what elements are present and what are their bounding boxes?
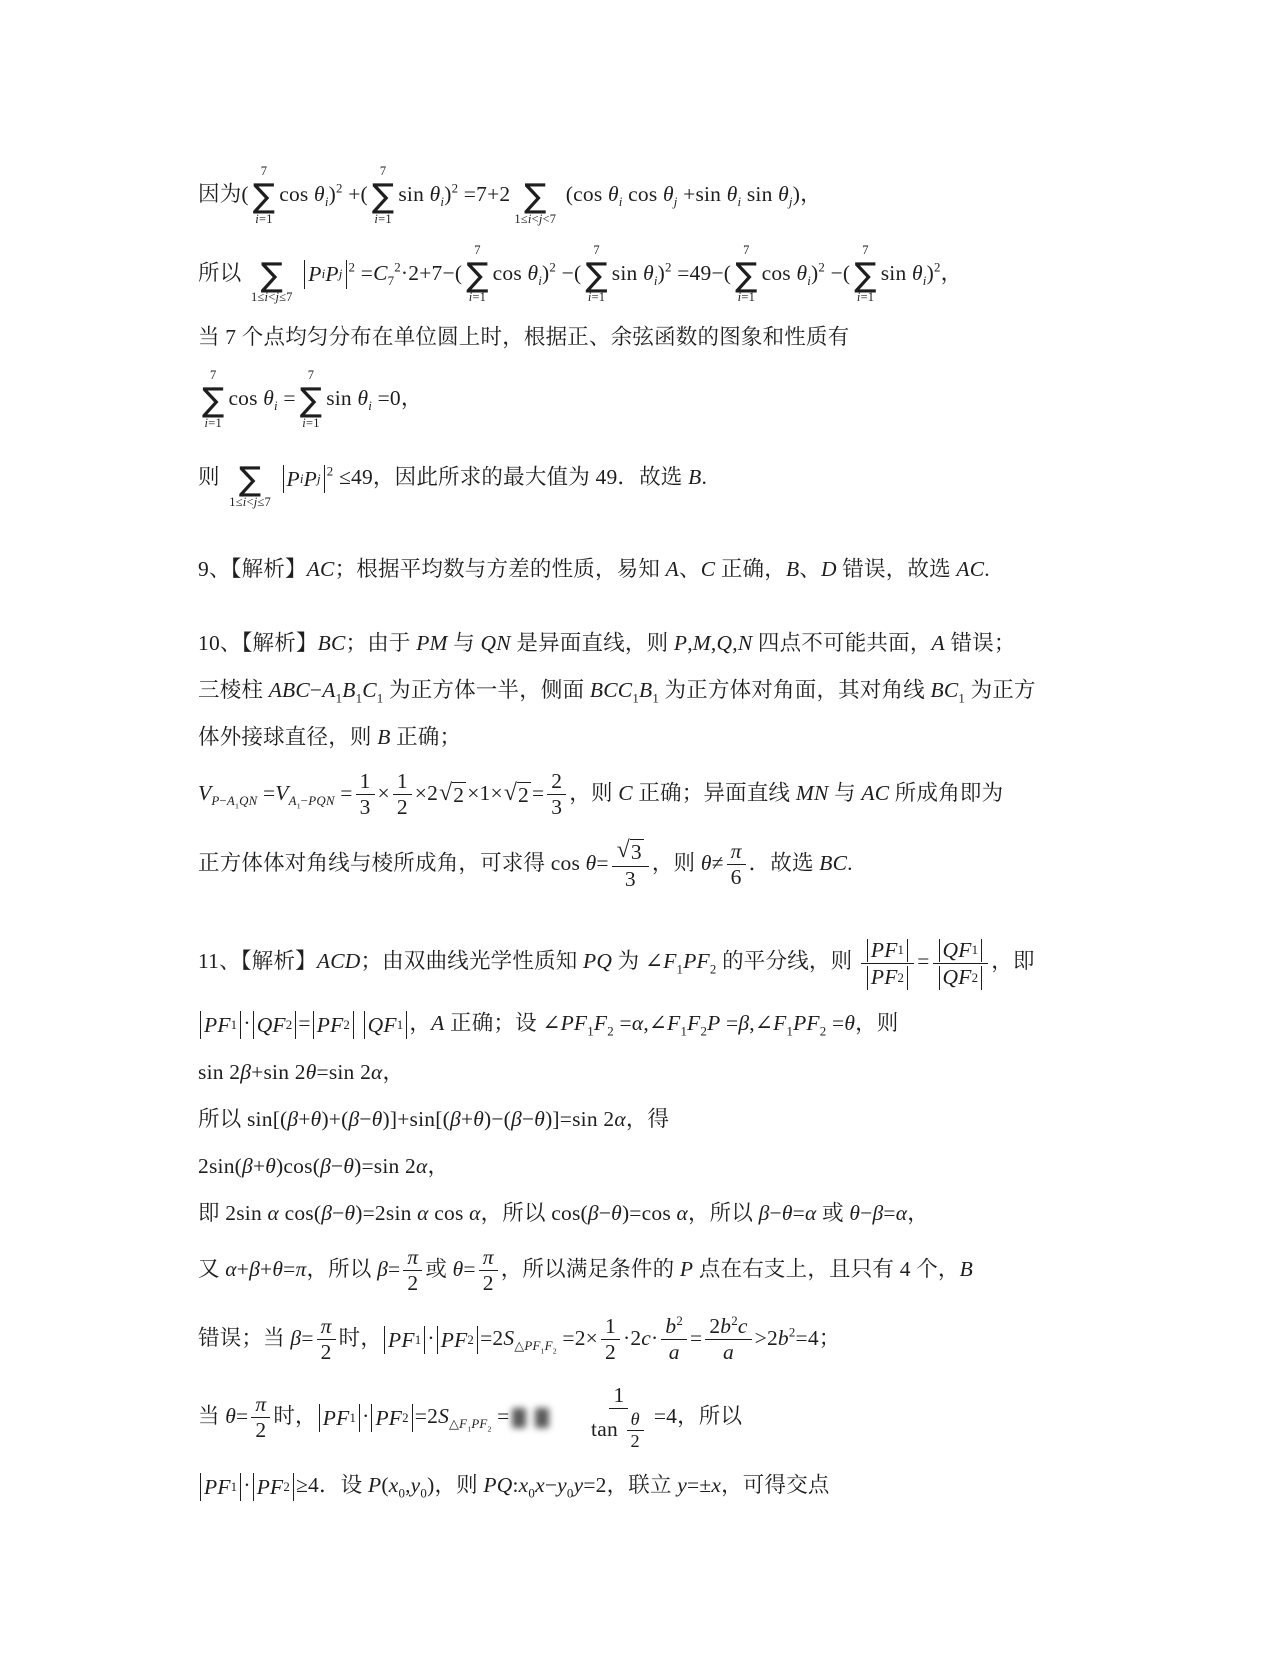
fraction: $\frac{1}{2}$ bbox=[393, 769, 412, 821]
absolute-value: QF 1 bbox=[364, 1010, 408, 1040]
absolute-value: PF 2 bbox=[313, 1010, 354, 1040]
radical: √ 3 bbox=[616, 836, 642, 864]
radical: √ 2 bbox=[439, 780, 465, 808]
fraction: $\frac{1}{2}$ bbox=[601, 1314, 620, 1366]
fraction bbox=[933, 936, 989, 990]
solution-line-21: PF 1 · PF 2 ≥4．设 $P(x_0,y_0)$，则 $PQ:x_0x-y_0y=2$，联立 y=±x，可得交点 bbox=[198, 1470, 1210, 1502]
absolute-value: PF 2 bbox=[867, 965, 908, 990]
absolute-value: QF 1 bbox=[939, 938, 983, 963]
summation-symbol: 7 ∑ i=1 bbox=[252, 164, 276, 226]
absolute-value: QF 2 bbox=[253, 1010, 297, 1040]
solution-line-8: 三棱柱 $ABC-A_1B_1C_1$ 为正方体一半，侧面 $BCC_1B_1$ 为正方体对角面，其对角线 $BC_1$ 为正方 bbox=[198, 677, 1036, 706]
summation-symbol: 7 ∑ i=1 bbox=[854, 242, 877, 305]
solution-line-4: 7 ∑ i=1 $\cos \theta_i$ = 7 ∑ i=1 $\sin \theta_i =0$， bbox=[202, 368, 423, 431]
solution-line-18: 又 α+β+θ=π，所以 β= $\frac{\pi}{2}$ 或 θ= $\frac{\pi}{2}$ ，所以满足条件的 P 点在右支上，且只有 4 个，B bbox=[198, 1245, 973, 1296]
solution-line-15: 所以 sin[(β+θ)+(β−θ)]+sin[(β+θ)−(β−θ)]=sin 2α，得 bbox=[198, 1106, 670, 1131]
solution-line-5: 则 ∑ 1≤i<j≤7 P i P j $^2$ ≤49，因此所求的最大值为 49．故选 B. bbox=[198, 448, 1210, 510]
fraction: $\frac{\pi}{2}$ bbox=[251, 1392, 270, 1444]
solution-lines bbox=[198, 165, 1210, 1502]
fraction: $\frac{\pi}{6}$ bbox=[727, 839, 746, 891]
solution-line-12: 11、【解析】ACD；由双曲线光学性质知 PQ 为 $\angle F_1PF_2$ 的平分线，则 PF 1 PF 2 = QF 1 QF 2 ，即 bbox=[198, 937, 1035, 990]
absolute-value: P i P j bbox=[304, 259, 346, 289]
absolute-value: PF 2 bbox=[371, 1403, 412, 1433]
solution-line-3: 当 7 个点均匀分布在单位圆上时，根据正、余弦函数的图象和性质有 bbox=[198, 325, 850, 350]
absolute-value: PF 2 bbox=[253, 1472, 294, 1502]
fraction: $\frac{\theta}{2}$ bbox=[626, 1409, 643, 1453]
absolute-value: P i P j bbox=[283, 464, 325, 494]
summation-symbol: ∑ 1≤i<j≤7 bbox=[229, 459, 271, 509]
absolute-value: PF 1 bbox=[200, 1010, 241, 1040]
fraction: $\frac{\pi}{2}$ bbox=[317, 1314, 336, 1366]
solution-line-17: 即 2sin α cos(β−θ)=2sin α cos α，所以 cos(β−θ)=cos α，所以 β−θ=α 或 θ−β=α， bbox=[198, 1200, 929, 1225]
solution-line-7: 10、【解析】BC；由于 PM 与 QN 是异面直线，则 P,M,Q,N 四点不可能共面，A 错误； bbox=[198, 630, 1016, 655]
absolute-value: PF 1 bbox=[867, 938, 908, 963]
absolute-value: PF 1 bbox=[200, 1472, 241, 1502]
fraction bbox=[861, 936, 914, 990]
solution-line-19: 错误；当 β= $\frac{\pi}{2}$ 时， PF 1 · PF 2 $=2S_{\triangle PF_1F_2} =2\times$ $\frac{1}{2}$ ·2c· $\frac{b^2}{a}$ = $\frac{2b^2c}{a}$ $>2b^2=4$； bbox=[198, 1313, 841, 1365]
absolute-value: PF 1 bbox=[384, 1325, 425, 1355]
solution-line-10: $V_{P-A_1QN} =V_{A_1-PQN}$ = $\frac{1}{3}$ × $\frac{1}{2}$ ×2 √ 2 ×1× √ 2 = $\frac{2}{3}$ ，则 C 正确；异面直线 MN 与 AC 所成角即为 bbox=[198, 769, 1004, 820]
summation-symbol: 7 ∑ i=1 bbox=[202, 368, 225, 431]
fraction: $\frac{2b^2c}{a}$ bbox=[705, 1314, 751, 1366]
solution-line-16: 2sin(β+θ)cos(β−θ)=sin 2α， bbox=[198, 1153, 450, 1178]
absolute-value: QF 2 bbox=[939, 965, 983, 990]
fraction: 1 tan $\frac{\theta}{2}$ bbox=[587, 1383, 651, 1453]
fraction: $\frac{\pi}{2}$ bbox=[479, 1245, 498, 1297]
absolute-value: PF 2 bbox=[437, 1325, 478, 1355]
fraction: $\frac{2}{3}$ bbox=[547, 769, 566, 821]
solution-line-20: 当 θ= $\frac{\pi}{2}$ 时， PF 1 · PF 2 $=2S_{\triangle F_1PF_2}$ = 1 tan $\frac{\theta}{2}$ =4，所以 bbox=[198, 1382, 743, 1452]
solution-line-9: 体外接球直径，则 B 正确； bbox=[198, 725, 462, 749]
summation-symbol: 7 ∑ i=1 bbox=[735, 242, 758, 305]
absolute-value: PF 1 bbox=[319, 1403, 360, 1433]
solution-line-14: sin 2β+sin 2θ=sin 2α， bbox=[198, 1059, 405, 1084]
summation-symbol: ∑ 1≤i<j≤7 bbox=[250, 254, 293, 305]
fraction: $\frac{\pi}{2}$ bbox=[403, 1245, 422, 1297]
blurred-watermark bbox=[512, 1405, 570, 1431]
fraction: $\frac{1}{3}$ bbox=[356, 769, 375, 821]
solution-line-6: 9、【解析】AC；根据平均数与方差的性质，易知 A、C 正确，B、D 错误，故选 AC. bbox=[198, 556, 990, 581]
solution-line-2: 所以 ∑ 1≤i<j≤7 P i P j $^2 =C_7^2\cdot 2+7-$( 7 ∑ i=1 $\cos \theta_i)^2$ −( 7 ∑ i=1 $\sin \theta_i)^2 =49-$( 7 ∑ i=1 $\cos \theta_i)^2$ −( 7 ∑ i=1 $\sin \theta_i)^2$， bbox=[198, 242, 963, 305]
solution-line-11: 正方体体对角线与棱所成角，可求得 cos θ= √ 3 3 ，则 θ≠ $\frac{\pi}{6}$ ．故选 BC. bbox=[198, 836, 853, 891]
solution-line-13: PF 1 · QF 2 = PF 2 QF 1 ，A 正确；设 $\angle PF_1F_2$ $=\alpha,\angle F_1F_2P$ $=\beta,\angle F_1PF_2 =\theta$，则 bbox=[198, 1008, 1210, 1040]
solution-line-1: 因为( 7 ∑ i=1 $\cos \theta_i)^2$ +( 7 ∑ i=1 $\sin \theta_i)^2 =7+2$ ∑ 1≤i<j<7 (cos $\theta_i$ $\cos \theta_j +\sin$ $\theta_i$ $\sin \theta_j$)， bbox=[198, 164, 822, 226]
summation-symbol: 7 ∑ i=1 bbox=[371, 164, 395, 226]
radical: √ 2 bbox=[503, 780, 529, 808]
summation-symbol: 7 ∑ i=1 bbox=[585, 242, 608, 305]
fraction: √ 3 3 bbox=[612, 838, 649, 892]
summation-symbol: 7 ∑ i=1 bbox=[299, 368, 323, 431]
fraction: $\frac{b^2}{a}$ bbox=[661, 1314, 687, 1366]
summation-symbol: ∑ 1≤i<j<7 bbox=[514, 176, 557, 226]
summation-symbol: 7 ∑ i=1 bbox=[466, 242, 489, 305]
